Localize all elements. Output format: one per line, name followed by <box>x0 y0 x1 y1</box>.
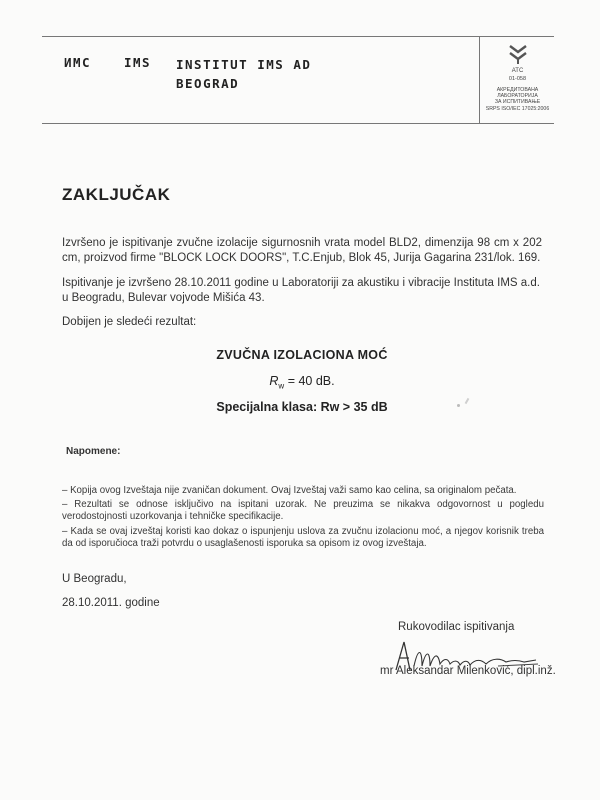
rw-value: = 40 dB. <box>287 374 335 388</box>
signatory-role: Rukovodilac ispitivanja <box>398 621 515 633</box>
note-item: – Kopija ovog Izveštaja nije zvaničan dokument. Ovaj Izveštaj važi samo kao celina, sa originalom pečata. <box>62 485 517 496</box>
notes-list <box>62 485 544 552</box>
note-item: – Kada se ovaj izveštaj koristi kao dokaz o ispunjenju uslova za zvučnu izolacionu moć, a njegov korisnik treba da od isporučioca traži potvrdu o usaglašenosti isporuka sa opisom iz ovog izveštaja. <box>62 525 544 549</box>
accreditation-line: SRPS ISO/IEC 17025:2006 <box>485 105 550 112</box>
result-heading: ZVUČNA IZOLACIONA MOĆ <box>216 348 388 362</box>
signatory-name: mr Aleksandar Milenković, dipl.inž. <box>380 665 556 677</box>
result-class: Specijalna klasa: Rw > 35 dB <box>216 400 388 414</box>
org-short: IMS <box>124 55 152 70</box>
rw-subscript: w <box>278 381 285 391</box>
letterhead <box>42 36 554 124</box>
accreditation-line: ЗА ИСПИТИВАЊЕ <box>494 99 541 106</box>
org-short-cyrillic: ИМС <box>64 55 92 70</box>
institute-line-2: BEOGRAD <box>176 76 240 91</box>
place: U Beogradu, <box>62 573 127 585</box>
institute-name <box>176 55 311 93</box>
accreditation-line: АКРЕДИТОВАНА <box>496 87 539 93</box>
rw-symbol: R <box>269 374 279 388</box>
accreditation-line: ЛАБОРАТОРИЈА <box>497 93 538 100</box>
paragraph-test-subject: Izvršeno je ispitivanje zvučne izolacije sigurnosnih vrata model BLD2, dimenzija 98 cm x 202 cm, proizvod firme "BLOCK LOCK DOORS", T.C.Enjub, Blok 45, Jurija Gagarina 231/lok. 169. <box>62 237 542 264</box>
paragraph-test-location: Ispitivanje je izvršeno 28.10.2011 godine u Laboratoriji za akustiku i vibracije Instituta IMS a.d. u Beogradu, Bulevar vojvode Mišića 43. <box>62 277 540 304</box>
scan-speck <box>457 404 460 407</box>
atc-logo-icon <box>506 43 530 65</box>
notes-label: Napomene: <box>66 446 121 457</box>
note-item: – Rezultati se odnose isključivo na ispitani uzorak. Ne preuzima se nikakva odgovornost u pogledu verodostojnosti uzorkovanja i tehničke specifikacije. <box>62 499 544 523</box>
accreditation-text <box>480 87 555 112</box>
document-title: ZAKLJUČAK <box>62 185 171 204</box>
accreditation-code: 01-058 <box>508 76 527 82</box>
institute-line-1: INSTITUT IMS AD <box>176 57 312 72</box>
date: 28.10.2011. godine <box>62 597 160 609</box>
result-rw <box>62 374 542 391</box>
accreditation-mark: ATC <box>511 68 524 74</box>
paragraph-result-intro: Dobijen je sledeći rezultat: <box>62 316 197 328</box>
accreditation-box <box>479 37 555 123</box>
